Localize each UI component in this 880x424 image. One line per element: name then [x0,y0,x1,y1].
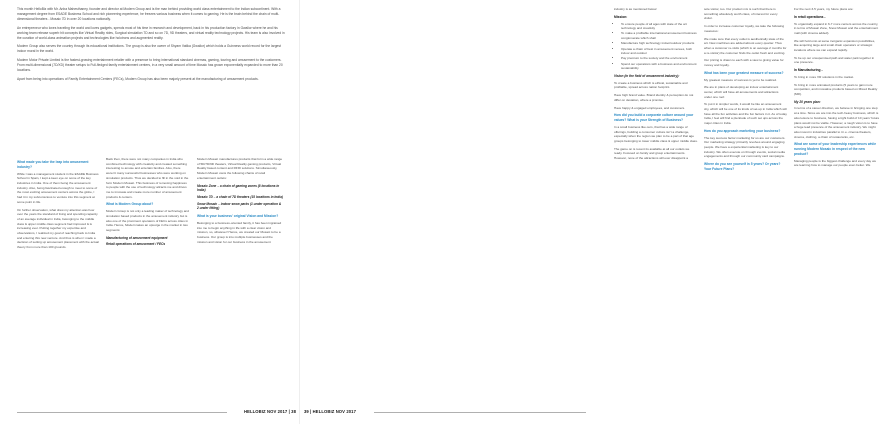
page-number: 39 [304,409,309,414]
paragraph: Modern Mosaic manufactures products that form a wide range of 5D/7D/9D theaters, Virtual Reality gaming products, Virtual Reality based content and RFID solutions. Simultaneously, Modern Mosaic owns the following chains of retail entertainment outlets: [197,157,283,180]
footer-credit: 39 | HELLOBIZ NOV 2017 [304,409,357,414]
paragraph: Have high brand value. Brand identity & perception do not differ on deviation, where a promise. [614,93,694,102]
paragraph: Modern Motor Private Limited is the fastest-growing entertainment retailer with a presence to bring international standard cinemas, gaming, touring and amusement to the customers. From multi-dimensional (7D/XD) theater setups to Full-fledged family entertainment centers, in a very small amount of time Mosaic has grown exponentially expanded to more than 20 locations. [17,58,283,73]
section-heading: In retail operations - [794,14,826,19]
paragraph: We will hold onto at same inorganic expansion possibilities, like acquiring large and small chain operators or strategic locations where we can expand rapidly. [794,38,876,53]
paragraph: Back then, there were not many companies in India who combined technology with creativity and created something interesting to amuse and entertain families. Also, there weren't many successful businesses who were working on simulation products. Thus we decided to fill in the void in the form Modern Mosaic. This business of removing happiness to people with the use of technology attracts me and drives me to innovate and create more number of amusement products & centers. [106,157,189,199]
paragraph: The key success factor marketing for us are our customers. Our marketing strategy primarily revolves around engaging people. We have a experiential marketing is key to our industry. We often execute on through events, social media engagements and through our community card campaigns. [704,135,786,159]
page-number: 38 [291,409,296,414]
interview-question: What is your business' original Vision and Mission? [197,214,279,219]
paragraph: To create a business which is ethical, sustainable and profitable, spread across nation footprint. [614,80,688,90]
paragraph: We make sure that every outlet is aesthetically state of the art. New machines are added almost every quarter. Thus when a customer re-visits (which is on average 2 months for a re-visitor) the customer finds the outlet fresh and exciting. [704,36,787,55]
paragraph: In order to increase customer loyalty, we take the following measures: [704,24,785,33]
paragraph: To put it in simpler words, it would be like an amusement city, which will be one of its kinds of set-up in India which will have all the fun activities and the fun factors in it. As of today India, I feel will find a plenitude of such set ups across the major cities in India. [704,102,787,126]
paragraph: While I was a management student in the ESADE Business School in Spain, I kept a keen eye on some of the key industries in India. One of them being the amusement industry. Also, being fascinated enough to meet to some of the most exciting amusement centers across the globe, I had it in my subconscious to venture into this segment at some point in life. [17,171,99,204]
paragraph: Modern Group also serves the country through its educational institutions. The group is also the owner of Shyam Vatika (Gwalior) which holds a Guinness world record for the largest indoor mural in the world. [17,44,281,54]
left-column-1 [17,157,100,253]
paragraph: To bring in more VR solutions in the market. [794,74,855,79]
paragraph: For the next 3-5 years, my future plans are: [794,7,854,11]
emphasis-line: Manufacturing of amusement equipment [106,235,168,240]
emphasis-line: Mosaic Zone – a chain of gaming zones (8 locations in India) [197,183,280,193]
bullet-item: • Operate a chain of best in amusement venues, both indoor and outdoor [621,47,698,56]
footer-brand: HELLOBIZ [243,409,266,414]
emphasis-line: Retail operations of amusement / FECs [106,242,166,247]
paragraph: On further observation, what drew my attention was how over the years the standard of living and spending capacity of an average individual in India, belonging to the middle class & upper middle class segment had improved & is increasing ever. Putting together my expertise and observations, I realized my goal of reaching back to India and entering this new venture. And thus is when I made a decision of setting up amusement placement with the actual theory from more than 100 grounds. [17,207,99,250]
section-heading: Mission: [614,14,628,19]
interview-question: What is Modern Group about? [106,202,154,207]
section-heading: In Manufacturing - [794,68,823,73]
right-column-3 [794,7,880,171]
footer-issue: NOV 2017 [266,409,288,414]
footer-credit: HELLOBIZ NOV 2017 | 38 [243,409,296,414]
emphasis-line: Snow Mosaic – indoor snow parks (1 under operation & 2 under fitting) [197,201,282,211]
paragraph: sole visitor, too. Our product mix is such that there is something absolutely worth class, of interest for every visitor. [704,7,778,21]
paragraph: Managing people is the biggest challenge and every day we are learning how to manage our people even better. We [794,158,877,168]
interview-question: What made you take the leap into amusement industry? [17,160,89,169]
paragraph: Our pricing is drawn to each with a view to giving value for money and loyalty. [704,58,784,68]
emphasis-line: Vision (in the field of amusement industry): [614,74,680,79]
left-column-2 [106,157,190,249]
emphasis-line: Mosaic 7D – a chain of 7D theaters (15 locations in India) [197,194,283,199]
interview-question: How do you approach marketing your business? [704,128,781,133]
footer-rule [374,412,586,413]
footer-rule [17,412,227,413]
left-page-footer [0,408,300,418]
left-page [0,0,300,424]
paragraph: Apart from being into operations of Family Entertainment Centers (FECs), Modern Group has also been majorly present at the manufacturing of amusement products. [17,76,259,81]
paragraph: Modern Group is not only a leading maker of technology and simulation based products in the amusement industry but is also one of the prominent operators of FECs across cities in India. Hence, Modern takes an upsurge in the market in two segments: [106,209,189,232]
bullet-item: • Spend our operations with a business and environment sustainability [621,62,698,71]
interview-question: How did you build a corporate culture around your values? What is your Strength of Business? [614,113,694,123]
bullet-item: • Pay premium to the society and the environment [621,56,698,61]
interview-question: What are some of your leadership experiences while running Modern Mosaic in respect of the new product? [794,142,877,156]
right-page [300,0,880,424]
footer-issue: NOV 2017 [335,409,357,414]
left-column-3 [197,157,283,247]
paragraph: In a small business like ours, that has a wide range of offerings, building a consumer culture isn't a challenge, especially when the region we plan to be a part of that age groups belonging to lower middle class & upper middle class. [614,124,698,143]
paragraph: The game on is recent its available at all our outlets we ready. Focused on family and group entertainments. However, none of the attractions will ever disappoint a [614,146,690,161]
emphasis-line: My 20 years plan: [794,99,821,104]
paragraph: Have happy & engaged employees, and customers. [614,105,686,110]
interview-question: What has been your greatest measure of success? [704,70,784,75]
footer-brand: HELLOBIZ [312,409,335,414]
paragraph: To organically expand in 6-7 more centers across the country, in terms of Mosaic Zone, Snow Mosaic and the entertainment mall (with cinema added). [794,21,879,35]
paragraph: Belonging to a business-oriented family, it has been ingrained into me to begin anything in life with a clear vision and mission, so, whatever! Hence, we created our Mosaic to be a business. Our group is into multiple businesses and the mission and vision for our business in the amusement [197,220,282,244]
bullet-item: • Manufacture high technology indoor/outdoor products [621,41,698,46]
paragraph: My greatest measure of success is yet to be realized. [704,77,777,82]
paragraph: An entrepreneur who loves traveling the world and loves gadgets, spends most of his time in research and development, back in his production factory in Gwalior where he and his working team release superb hit concepts like Virtual Reality rides, Surgical simulation 7D and so on 7D, 9D theaters, and virtual reality technology projects. His team is also involved in the curation of world-class animation projects and technologies like holotrons and augmented reality. [17,25,285,40]
interview-question: Where do you see yourself in 5 years? Or years? Your Future Plans? [704,162,781,171]
right-page-footer [300,408,600,418]
bullet-item: • To make a profitable international amusement business conglomerate which shall [621,31,698,40]
paragraph: In terms of a career direction, we believe in bringing one step at a time. Since we are into the tech-heavy business, which is also leisure to business, having a tight build of 10 years' future plans would not be viable. However, a rough vision is to have a huge lead presence of the amusement industry. We might also invest in industries parallel to it i.e. cinema theaters, cinema, clothing, a chain of restaurants, etc. [794,106,880,139]
paragraph: To bring in more animated products (5 years to gain more competition, and innovative products based on Mixed Reality (MR). [794,82,878,97]
right-column-2 [704,7,787,174]
paragraph: This month HelloBiz with Mr. Anba Mahesthaney, founder and director at Modern Group and is the man behind providing world class entertainment to the Indian subcontinent. With a management degree from ESADE Business School and rich pioneering experience, he freezes various business when it comes to gaming. He is the brain behind the chain of multi-dimensional theaters - Mosaic 7D in over 20 locations nationally. [17,7,281,21]
paragraph: industry is as mentioned below: [614,7,658,11]
right-column-1 [614,7,698,164]
bullet-list [614,22,698,72]
bullet-item: • To ensure people of all ages with state of the art technology and creativity [621,22,698,31]
intro-text [17,7,285,86]
paragraph: To be up our unsupervised path and water park together in one presence. [794,55,875,65]
paragraph: We are in plans of developing an indoor entertainment center, which will have all amusements and attractions under one roof. [704,85,779,99]
